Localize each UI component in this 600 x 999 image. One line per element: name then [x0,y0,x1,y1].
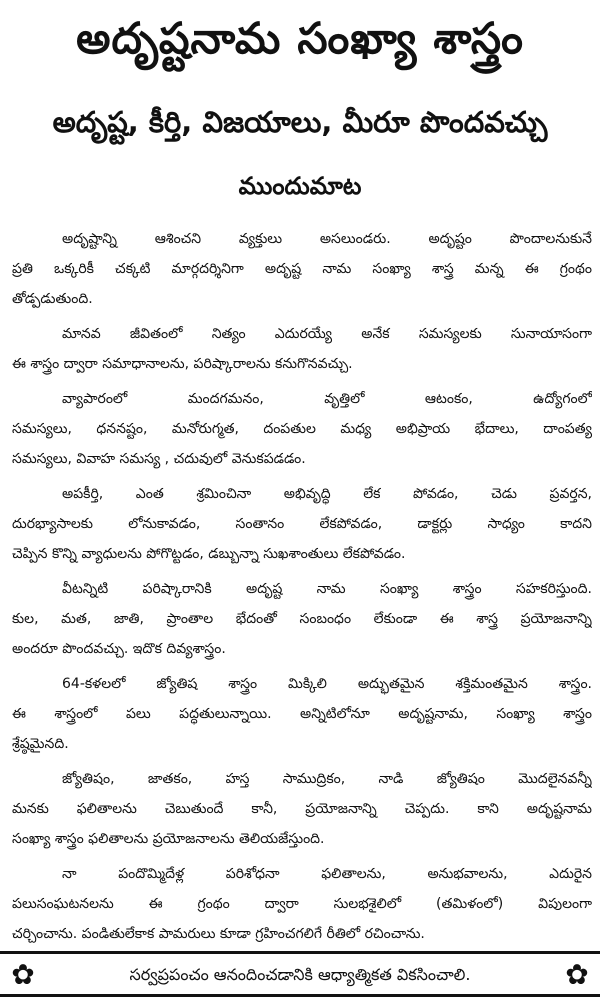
paragraph-line: కుల, మత, జాతి, ప్రాంతాల భేదంతో సంబంధం లేకుండా ఈ శాస్త్ర ప్రయోజనాన్ని [12,611,592,627]
footer-bottom-rule [0,994,600,997]
paragraph [12,479,592,569]
paragraph-line: వ్యాపారంలో మందగమనం, వృత్తిలో ఆటంకం, ఉద్యోగంలో [62,391,592,407]
paragraph [12,669,592,759]
flower-icon: ✿ [11,958,35,991]
paragraph-line: చెప్పిన కొన్ని వ్యాధులను పోగొట్టడం, డబ్బున్నా సుఖశాంతులు లేకపోవడం. [12,546,406,562]
preface-body [12,224,592,954]
paragraph-line: ప్రతి ఒక్కరికీ చక్కటి మార్గదర్శినిగా అదృష్ట నామ సంఖ్యా శాస్త్ర మన్న ఈ గ్రంథం [12,261,592,277]
section-heading: ముందుమాట [238,172,362,200]
paragraph-line: సంఖ్యా శాస్త్రం ఫలితాలను ప్రయోజనాలను తెలియజేస్తుంది. [12,831,325,847]
footer [0,958,600,994]
paragraph-line: చర్చించాను. పండితులేకాక పామరులు కూడా గ్రహించగలిగే రీతిలో రచించాను. [12,926,425,942]
paragraph-line: ఈ శాస్త్రం ద్వారా సమాధానాలను, పరిష్కారాలను కనుగొనవచ్చు. [12,356,353,372]
paragraph-line: వీటన్నిటి పరిష్కారానికి అదృష్ట నామ సంఖ్యా శాస్త్రం సహకరిస్తుంది. [62,581,592,597]
paragraph-line: మనకు ఫలితాలను చెబుతుందే కానీ, ప్రయోజనాన్ని చెప్పదు. కాని అదృష్టనామ [12,801,592,817]
paragraph-line: మానవ జీవితంలో నిత్యం ఎదురయ్యే అనేక సమస్యలకు సునాయాసంగా [62,326,592,342]
paragraph-line: జ్యోతిషం, జాతకం, హస్త సాముద్రికం, నాడి జ్యోతిషం మొదలైనవన్నీ [62,771,592,787]
paragraph [12,384,592,474]
paragraph [12,574,592,664]
footer-motto: సర్వప్రపంచం ఆనందించడానికి ఆధ్యాత్మికత వికసించాలి. [129,965,471,984]
paragraph-line: దురభ్యాసాలకు లోనుకావడం, సంతానం లేకపోవడం, డాక్టర్లు సాధ్యం కాదని [12,516,592,532]
paragraph-line: నా పందొమ్మిదేళ్ల పరిశోధనా ఫలితాలను, అనుభవాలను, ఎదురైన [62,866,592,882]
book-subtitle: అదృష్ట, కీర్తి, విజయాలు, మీరూ పొందవచ్చు [52,105,548,139]
paragraph-line: ఈ శాస్త్రంలో పలు పద్ధతులున్నాయి. అన్నిటిలోనూ అదృష్టనామ, సంఖ్యా శాస్త్రం [12,706,592,722]
book-title: అదృష్టనామ సంఖ్యా శాస్త్రం [76,14,524,64]
footer-divider [0,951,600,954]
paragraph-line: అపకీర్తి, ఎంత శ్రమించినా అభివృద్ధి లేక పోవడం, చెడు ప్రవర్తన, [62,486,592,502]
paragraph-line: సమస్యలు, ధననష్టం, మనోరుగ్మత, దంపతుల మధ్య అభిప్రాయ భేదాలు, దాంపత్య [12,421,592,437]
paragraph [12,764,592,854]
paragraph-line: సమస్యలు, వివాహ సమస్య , చదువులో వెనుకపడడం. [12,451,306,467]
flower-icon: ✿ [565,958,589,991]
paragraph-line: పలుసంఘటనలను ఈ గ్రంథం ద్వారా సులభశైలిలో (తమిళంలో) విపులంగా [12,896,592,912]
paragraph-line: తోడ్పడుతుంది. [12,291,93,307]
paragraph-line: 64-కళలలో జ్యోతిష శాస్త్రం మిక్కిలి అద్భుతమైన శక్తిమంతమైన శాస్త్రం. [62,676,592,692]
paragraph [12,224,592,314]
paragraph-line: అందరూ పొందవచ్చు. ఇదొక దివ్యశాస్త్రం. [12,641,226,657]
paragraph-line: శ్రేష్ఠమైనది. [12,736,69,752]
paragraph-line: అదృష్టాన్ని ఆశించని వ్యక్తులు అసలుండరు. అదృష్టం పొందాలనుకునే [62,231,592,247]
paragraph [12,319,592,379]
paragraph [12,859,592,949]
